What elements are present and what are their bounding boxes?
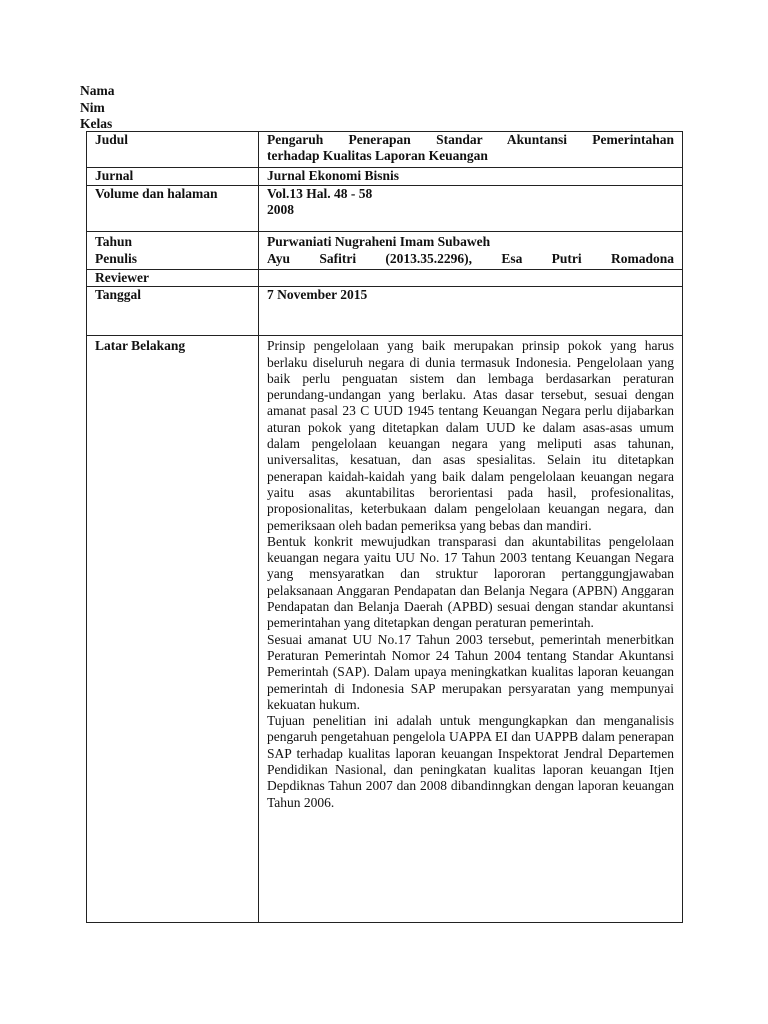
header-block <box>80 83 115 133</box>
latar-label: Latar Belakang <box>87 336 259 923</box>
judul-label: Judul <box>87 132 259 168</box>
volume-year: 2008 <box>267 202 294 218</box>
latar-value <box>259 336 683 923</box>
tanggal-value: 7 November 2015 <box>259 287 683 336</box>
latar-paragraph-1: Prinsip pengelolaan yang baik merupakan prinsip pokok yang harus berlaku diseluruh negara di dunia termasuk Indonesia. Pengelolaan yang baik perlu penguatan sistem dan lembaga berdasarkan peraturan perundang-undangan yang berlaku. Atas dasar tersebut, sesuai dengan amanat pasal 23 C UUD 1945 tentang Keuangan Negara perlu dijabarkan aturan pokok yang ditetapkan dalam UUD ke dalam asas-asas umum dalam pengelolaan keuangan negara yang meliputi asas tahunan, universalitas, kesatuan, dan asas spesialitas. Selain itu ditetapkan penerapan kaidah-kaidah yang baik dalam pengelolaan keuangan negara yaitu asas akuntabilitas berorientasi pada hasil, profesionalitas, proposionalitas, keterbukaan dalam pengelolaan keuangan negara, dan pemeriksaan oleh badan pemeriksa yang bebas dan mandiri. <box>267 338 674 533</box>
jurnal-value: Jurnal Ekonomi Bisnis <box>259 168 683 186</box>
judul-value-line2: terhadap Kualitas Laporan Keuangan <box>267 148 488 164</box>
row-tanggal <box>87 287 683 336</box>
reviewer-value <box>259 270 683 287</box>
row-judul <box>87 132 683 168</box>
penulis-label: Penulis <box>95 250 138 266</box>
tahun-label: Tahun <box>95 234 133 250</box>
penulis-value: Ayu Safitri (2013.35.2296), Esa Putri Romadona <box>267 250 674 266</box>
row-tahun-penulis <box>87 232 683 270</box>
nim-label: Nim <box>80 99 105 115</box>
latar-paragraph-4: Tujuan penelitian ini adalah untuk mengungkapkan dan menganalisis pengaruh pengetahuan pengelola UAPPA EI dan UAPPB dalam penerapan SAP terhadap kualitas laporan keuangan Inspektorat Jendral Departemen Pendidikan Nasional, dan peningkatan kualitas laporan keuangan Itjen Depdiknas Tahun 2007 dan 2008 dibandinngkan dengan laporan keuangan Tahun 2006. <box>267 713 674 810</box>
row-volume <box>87 186 683 232</box>
tahun-value: Purwaniati Nugraheni Imam Subaweh <box>267 234 491 250</box>
reviewer-label: Reviewer <box>87 270 259 287</box>
tahun-penulis-label <box>87 232 259 270</box>
row-reviewer <box>87 270 683 287</box>
review-table <box>86 131 683 923</box>
latar-paragraph-3: Sesuai amanat UU No.17 Tahun 2003 tersebut, pemerintah menerbitkan Peraturan Pemerintah Nomor 24 Tahun 2004 tentang Standar Akuntansi Pemerintah (SAP). Dalam upaya meningkatkan kualitas laporan keuangan pemerintah di Indonesia SAP merupakan persyaratan yang mempunyai kekuatan hukum. <box>267 631 674 712</box>
tahun-penulis-value <box>259 232 683 270</box>
kelas-label: Kelas <box>80 116 113 131</box>
row-jurnal <box>87 168 683 186</box>
volume-label: Volume dan halaman <box>87 186 259 232</box>
volume-value <box>259 186 683 232</box>
nama-label: Nama <box>80 83 115 98</box>
judul-value <box>259 132 683 168</box>
latar-paragraph-2: Bentuk konkrit mewujudkan transparasi dan akuntabilitas pengelolaan keuangan negara yaitu UU No. 17 Tahun 2003 tentang Keuangan Negara yang mensyaratkan dan struktur lapororan pertanggungjawaban pelaksanaan Anggaran Pendapatan dan Belanja Negara (APBN) Anggaran Pendapatan dan Belanja Daerah (APBD) sesuai dengan standar akuntansi pemerintahan yang ditetapkan dengan peraturan pemerintah. <box>267 533 674 631</box>
row-latar-belakang <box>87 336 683 923</box>
judul-value-line1: Pengaruh Penerapan Standar Akuntansi Pemerintahan <box>267 132 674 147</box>
jurnal-label: Jurnal <box>87 168 259 186</box>
volume-pages: Vol.13 Hal. 48 - 58 <box>267 186 373 201</box>
tanggal-label: Tanggal <box>87 287 259 336</box>
